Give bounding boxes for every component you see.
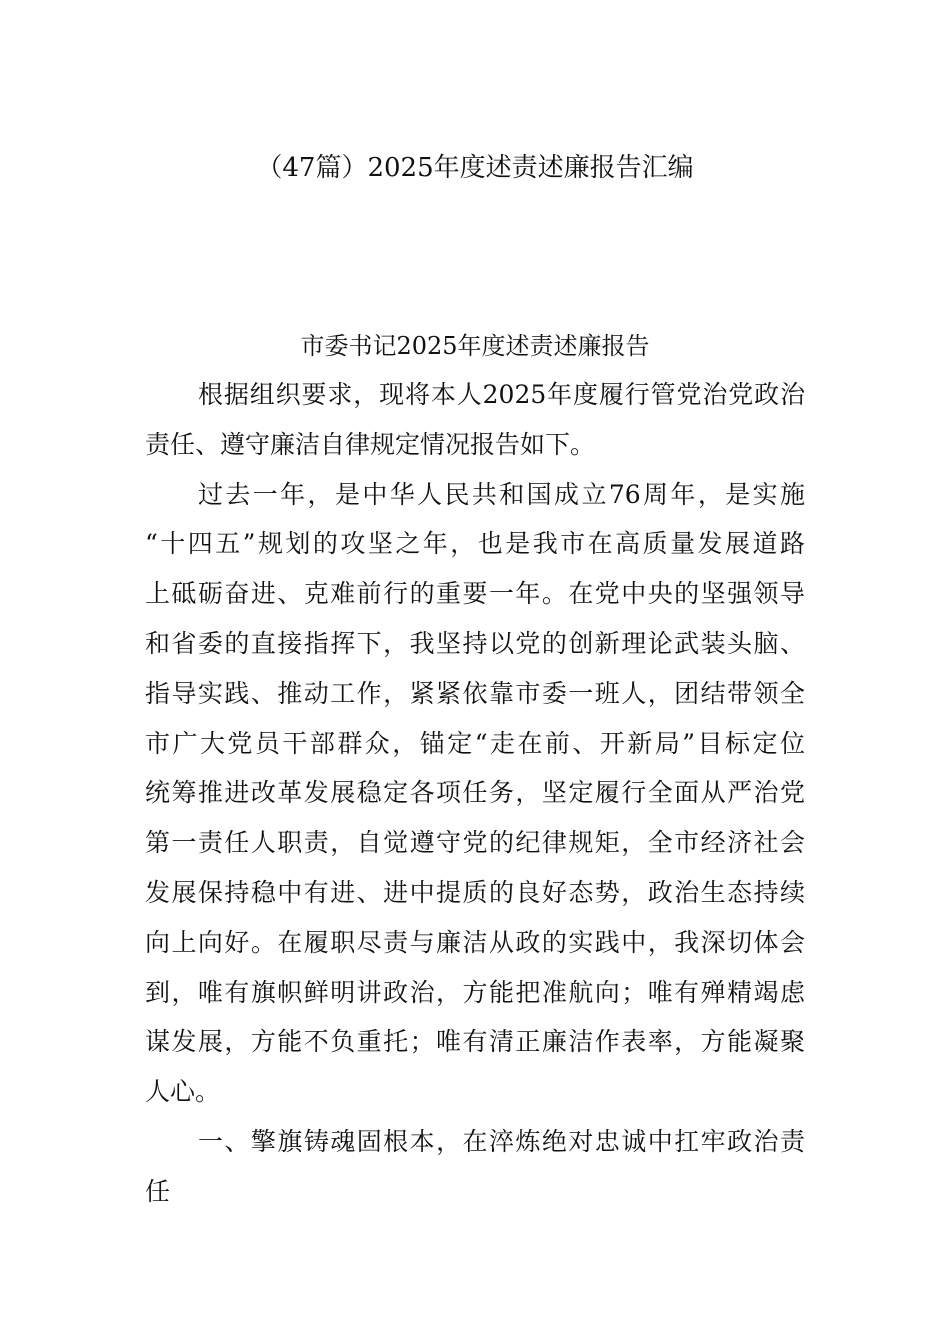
text-line: 指导实践、推动工作，紧紧依靠市委一班人，团结带领全 bbox=[145, 678, 805, 708]
text-line: 统筹推进改革发展稳定各项任务，坚定履行全面从严治党 bbox=[145, 778, 805, 808]
text-line: 任 bbox=[145, 1176, 171, 1206]
text-line: 市广大党员干部群众，锚定“走在前、开新局”目标定位 bbox=[145, 728, 805, 758]
text-line: 责任、遵守廉洁自律规定情况报告如下。 bbox=[145, 429, 596, 459]
text-line: 过去一年，是中华人民共和国成立76周年，是实施 bbox=[198, 479, 805, 509]
text-line: 根据组织要求，现将本人2025年度履行管党治党政治 bbox=[198, 380, 805, 409]
text-line: 发展保持稳中有进、进中提质的良好态势，政治生态持续 bbox=[145, 877, 805, 907]
document-title: （47篇）2025年度述责述廉报告汇编 bbox=[256, 153, 694, 183]
text-line: 谋发展，方能不负重托；唯有清正廉洁作表率，方能凝聚 bbox=[145, 1027, 805, 1057]
document-body bbox=[145, 376, 805, 1223]
text-line: 到，唯有旗帜鲜明讲政治，方能把准航向；唯有殚精竭虑 bbox=[145, 977, 805, 1007]
text-line: “十四五”规划的攻坚之年，也是我市在高质量发展道路 bbox=[145, 529, 805, 559]
text-line: 一、擎旗铸魂固根本，在淬炼绝对忠诚中扛牢政治责 bbox=[198, 1126, 805, 1156]
text-line: 人心。 bbox=[145, 1077, 221, 1107]
text-line: 和省委的直接指挥下，我坚持以党的创新理论武装头脑、 bbox=[145, 628, 805, 658]
text-line: 上砥砺奋进、克难前行的重要一年。在党中央的坚强领导 bbox=[145, 579, 805, 609]
text-line: 第一责任人职责，自觉遵守党的纪律规矩，全市经济社会 bbox=[145, 828, 805, 858]
report-subtitle: 市委书记2025年度述责述廉报告 bbox=[300, 332, 650, 360]
text-line: 向上向好。在履职尽责与廉洁从政的实践中，我深切体会 bbox=[145, 927, 805, 957]
